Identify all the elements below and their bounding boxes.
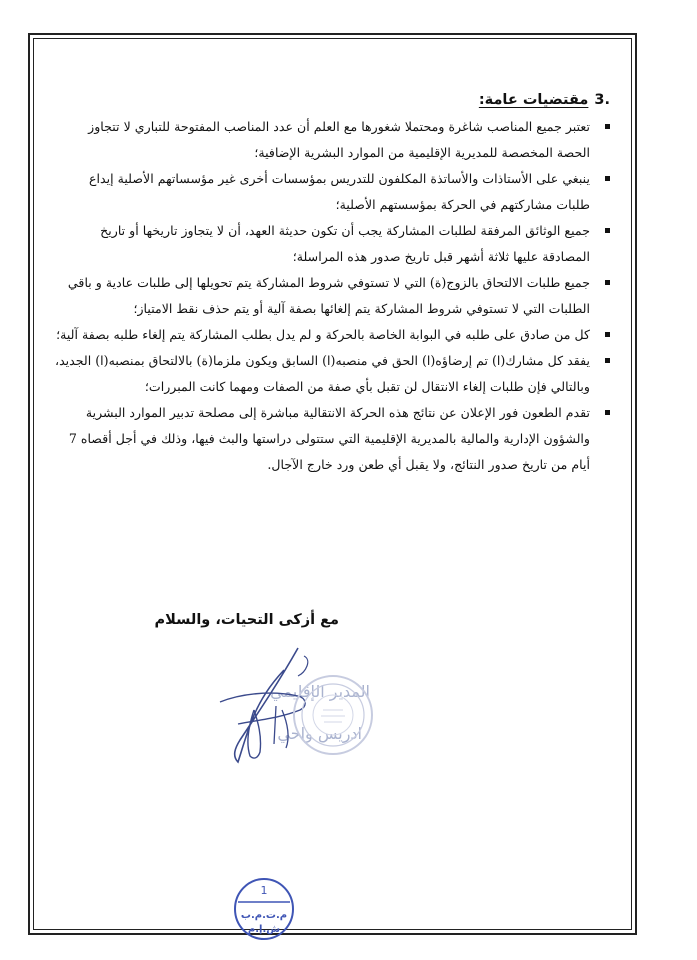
bullet-icon <box>605 176 610 181</box>
clause-item <box>52 400 612 478</box>
stamp-outline-icon <box>232 876 296 942</box>
clause-text: جميع الوثائق المرفقة لطلبات المشاركة يجب أن تكون حديثة العهد، أن لا يتجاوز تاريخها أو تاريخ المصادقة عليها ثلاثة أشهر قبل تاريخ صدور هذه المراسلة؛ <box>100 223 590 264</box>
signatory-name: ادريس واحي <box>277 724 362 743</box>
closing-salutation: مع أزكى التحيات، والسلام <box>154 612 339 628</box>
stamp-line-3: ش.إ.م <box>247 924 281 935</box>
clause-list <box>52 114 612 478</box>
stamp-line-1: 1 <box>260 884 268 897</box>
section-title: مقتضيات عامة: <box>478 92 589 108</box>
clause-item <box>52 114 612 166</box>
signatory-title: المدير الإقليمي <box>270 682 370 701</box>
official-seal <box>290 672 376 758</box>
bullet-icon <box>605 358 610 363</box>
clause-item <box>52 270 612 322</box>
clause-text: يفقد كل مشارك(ا) تم إرضاؤه(ا) الحق في منصبه(ا) السابق ويكون ملزما(ة) بالالتحاق بمنصبه(ا) الجديد، وبالتالي فإن طلبات إلغاء الانتقال لن تقبل بأي صفة من الصفات ومهما كانت المبررات؛ <box>55 353 590 394</box>
bullet-icon <box>605 410 610 415</box>
clause-text: تعتبر جميع المناصب شاغرة ومحتملا شغورها مع العلم أن عدد المناصب المفتوحة للتباري لا تتجاوز الحصة المخصصة للمديرية الإقليمية من الموارد البشرية الإضافية؛ <box>88 119 590 160</box>
stamp-line-2: م.ت.م.ب <box>240 910 288 921</box>
clause-item <box>52 218 612 270</box>
document-body <box>52 92 612 478</box>
bullet-icon <box>605 124 610 129</box>
clause-text: تقدم الطعون فور الإعلان عن نتائج هذه الحركة الانتقالية مباشرة إلى مصلحة تدبير الموارد البشرية والشؤون الإدارية والمالية بالمديرية الإقليمية التي ستتولى دراستها والبث فيها، وذلك في أجل أقصاه 7 أيام من تاريخ صدور النتائج، ولا يقبل أي طعن ورد خارج الآجال. <box>68 405 590 472</box>
bullet-icon <box>605 332 610 337</box>
bullet-icon <box>605 228 610 233</box>
bullet-icon <box>605 280 610 285</box>
clause-item <box>52 322 612 348</box>
clause-text: جميع طلبات الالتحاق بالزوج(ة) التي لا تستوفي شروط المشاركة يتم تحويلها إلى طلبات عادية و باقي الطلبات التي لا تستوفي شروط المشاركة يتم إلغائها بصفة آلية أو يتم حذف نقط الامتياز؛ <box>67 275 590 316</box>
clause-text: كل من صادق على طلبه في البوابة الخاصة بالحركة و لم يدل بطلب المشاركة يتم إلغاء طلبه بصفة آلية؛ <box>56 327 590 342</box>
clause-text: ينبغي على الأستاذات والأساتذة المكلفون للتدريس بمؤسسات أخرى غير مؤسساتهم الأصلية إيداع طلبات مشاركتهم في الحركة بمؤسستهم الأصلية؛ <box>88 171 590 212</box>
clause-item <box>52 348 612 400</box>
clause-item <box>52 166 612 218</box>
section-heading <box>52 92 612 108</box>
approval-stamp <box>232 876 296 942</box>
section-number: 3. <box>594 92 610 108</box>
